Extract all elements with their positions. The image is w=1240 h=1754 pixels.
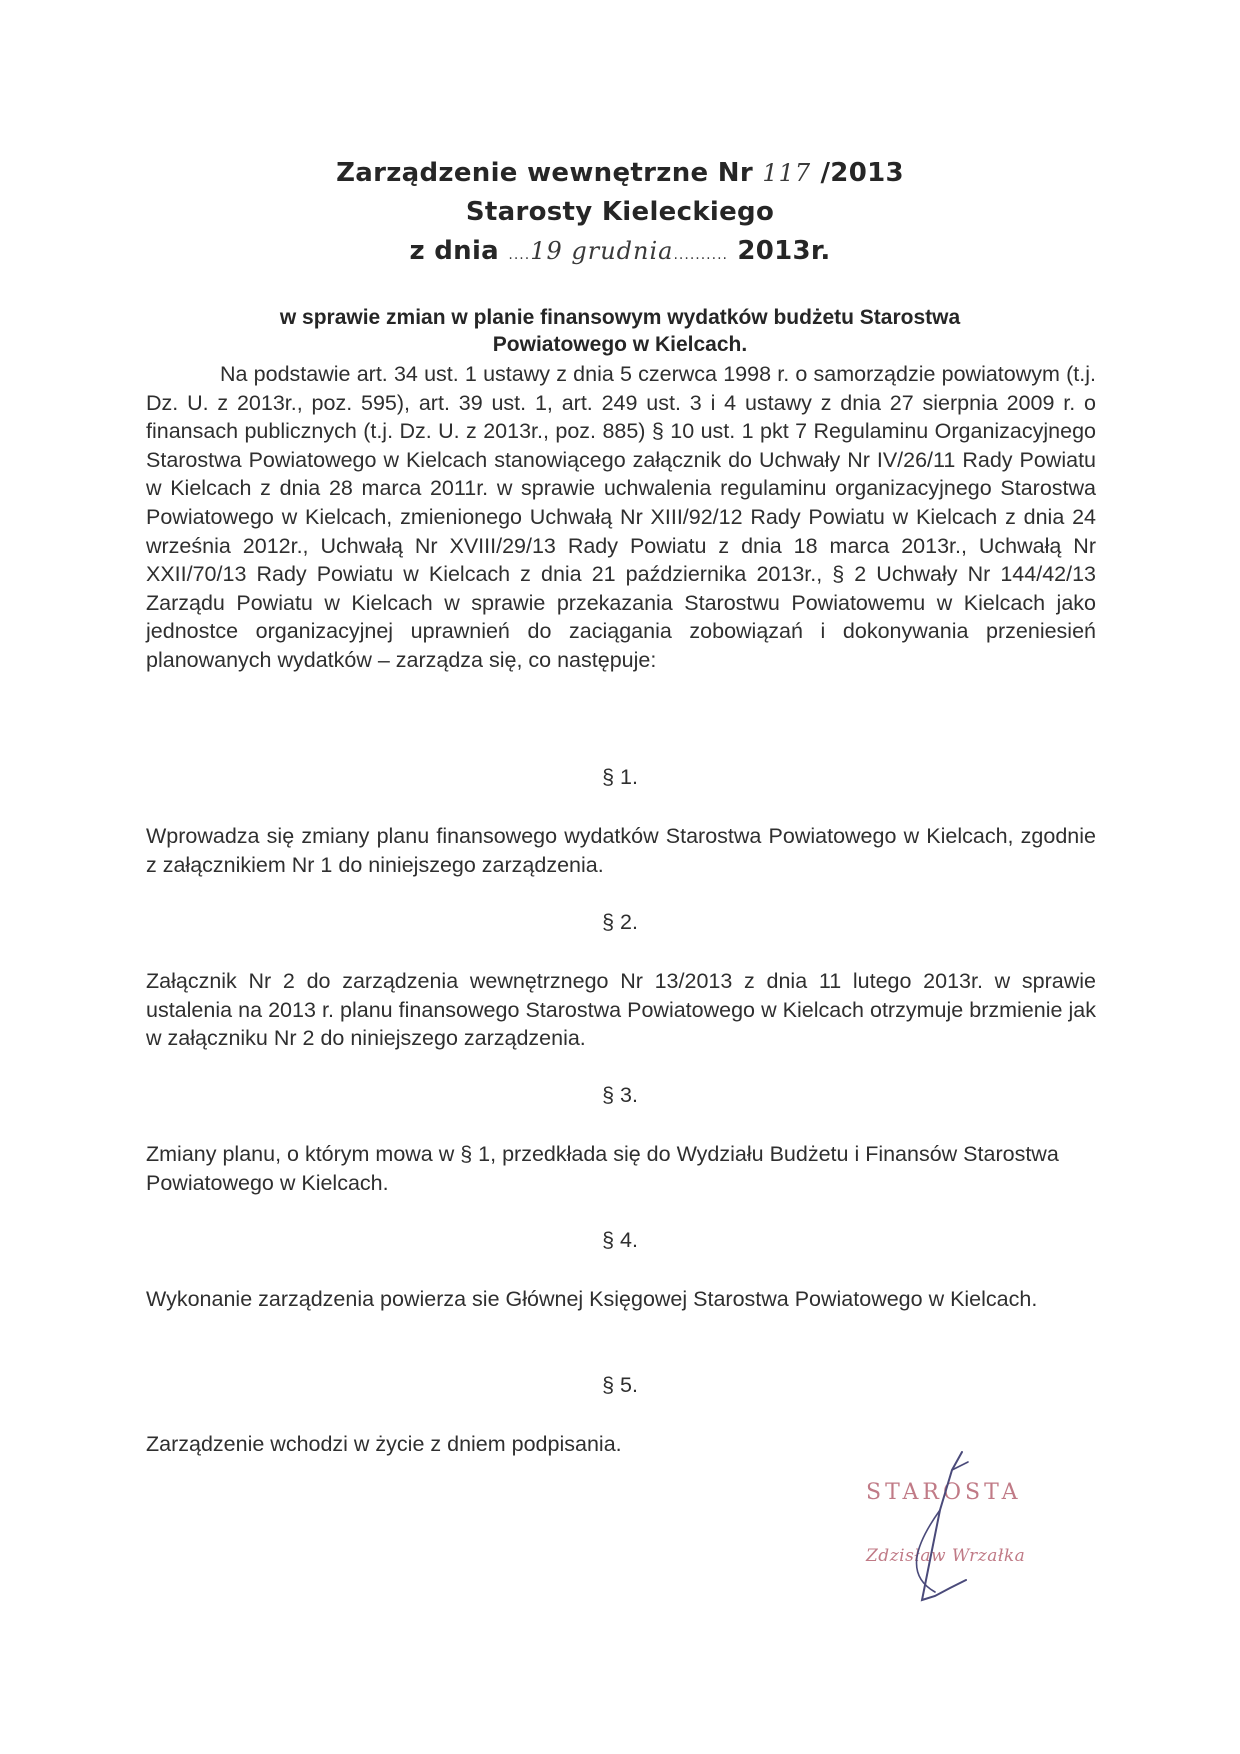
document-title	[0, 158, 1240, 188]
section-text-5: Zarządzenie wchodzi w życie z dniem podpisania.	[146, 1432, 622, 1456]
title-suffix: /2013	[820, 158, 904, 188]
stamp-name: Zdzisław Wrzałka	[866, 1546, 1026, 1566]
subject-line-2: Powiatowego w Kielcach.	[492, 333, 748, 356]
date-dots-after: ..........	[673, 247, 728, 263]
document-subject	[0, 304, 1240, 358]
date-suffix: 2013r.	[737, 236, 831, 266]
section-text-1: Wprowadza się zmiany planu finansowego wydatków Starostwa Powiatowego w Kielcach, zgodnie z załącznikiem Nr 1 do niniejszego zarządzenia.	[146, 824, 1096, 877]
title-prefix: Zarządzenie wewnętrzne Nr	[336, 158, 753, 188]
legal-basis-paragraph: Na podstawie art. 34 ust. 1 ustawy z dnia 5 czerwca 1998 r. o samorządzie powiatowym (t.j. Dz. U. z 2013r., poz. 595), art. 39 ust. 1, art. 249 ust. 3 i 4 ustawy z dnia 27 sierpnia 2009 r. o finansach publicznych (t.j. Dz. U. z 2013r., poz. 885) § 10 ust. 1 pkt 7 Regulaminu Organizacyjnego Starostwa Powiatowego w Kielcach stanowiącego załącznik do Uchwały Nr IV/26/11 Rady Powiatu w Kielcach z dnia 28 marca 2011r. w sprawie uchwalenia regulaminu organizacyjnego Starostwa Powiatowego w Kielcach, zmienionego Uchwałą Nr XIII/92/12 Rady Powiatu w Kielcach z dnia 24 września 2012r., Uchwałą Nr XVIII/29/13 Rady Powiatu z dnia 18 marca 2013r., Uchwałą Nr XXII/70/13 Rady Powiatu w Kielcach z dnia 21 października 2013r., § 2 Uchwały Nr 144/42/13 Zarządu Powiatu w Kielcach w sprawie przekazania Starostwu Powiatowemu w Kielcach jako jednostce organizacyjnej uprawnień do zaciągania zobowiązań i dokonywania przeniesień planowanych wydatków – zarządza się, co następuje:	[146, 362, 1096, 672]
stamp-title: STAROSTA	[866, 1480, 1022, 1505]
section-heading-3: § 3.	[602, 1083, 638, 1107]
section-heading-1: § 1.	[602, 765, 638, 789]
subject-line-1: w sprawie zmian w planie finansowym wydatków budżetu Starostwa	[279, 306, 961, 329]
document-date	[0, 236, 1240, 266]
section-text-3: Zmiany planu, o którym mowa w § 1, przedkłada się do Wydziału Budżetu i Finansów Starostwa Powiatowego w Kielcach.	[146, 1142, 1059, 1195]
document-issuer: Starosty Kieleckiego	[465, 197, 775, 227]
date-dots-before: ....	[508, 247, 531, 263]
handwritten-date: 19 grudnia	[530, 237, 674, 265]
section-heading-4: § 4.	[602, 1228, 638, 1252]
handwritten-number: 117	[762, 159, 812, 187]
section-text-2: Załącznik Nr 2 do zarządzenia wewnętrznego Nr 13/2013 z dnia 11 lutego 2013r. w sprawie ustalenia na 2013 r. planu finansowego Starostwa Powiatowego w Kielcach otrzymuje brzmienie jak w załączniku Nr 2 do niniejszego zarządzenia.	[146, 969, 1096, 1051]
section-heading-2: § 2.	[602, 910, 638, 934]
section-text-4: Wykonanie zarządzenia powierza sie Głównej Księgowej Starostwa Powiatowego w Kielcach.	[146, 1287, 1038, 1311]
date-prefix: z dnia	[409, 236, 500, 266]
section-heading-5: § 5.	[602, 1373, 638, 1397]
